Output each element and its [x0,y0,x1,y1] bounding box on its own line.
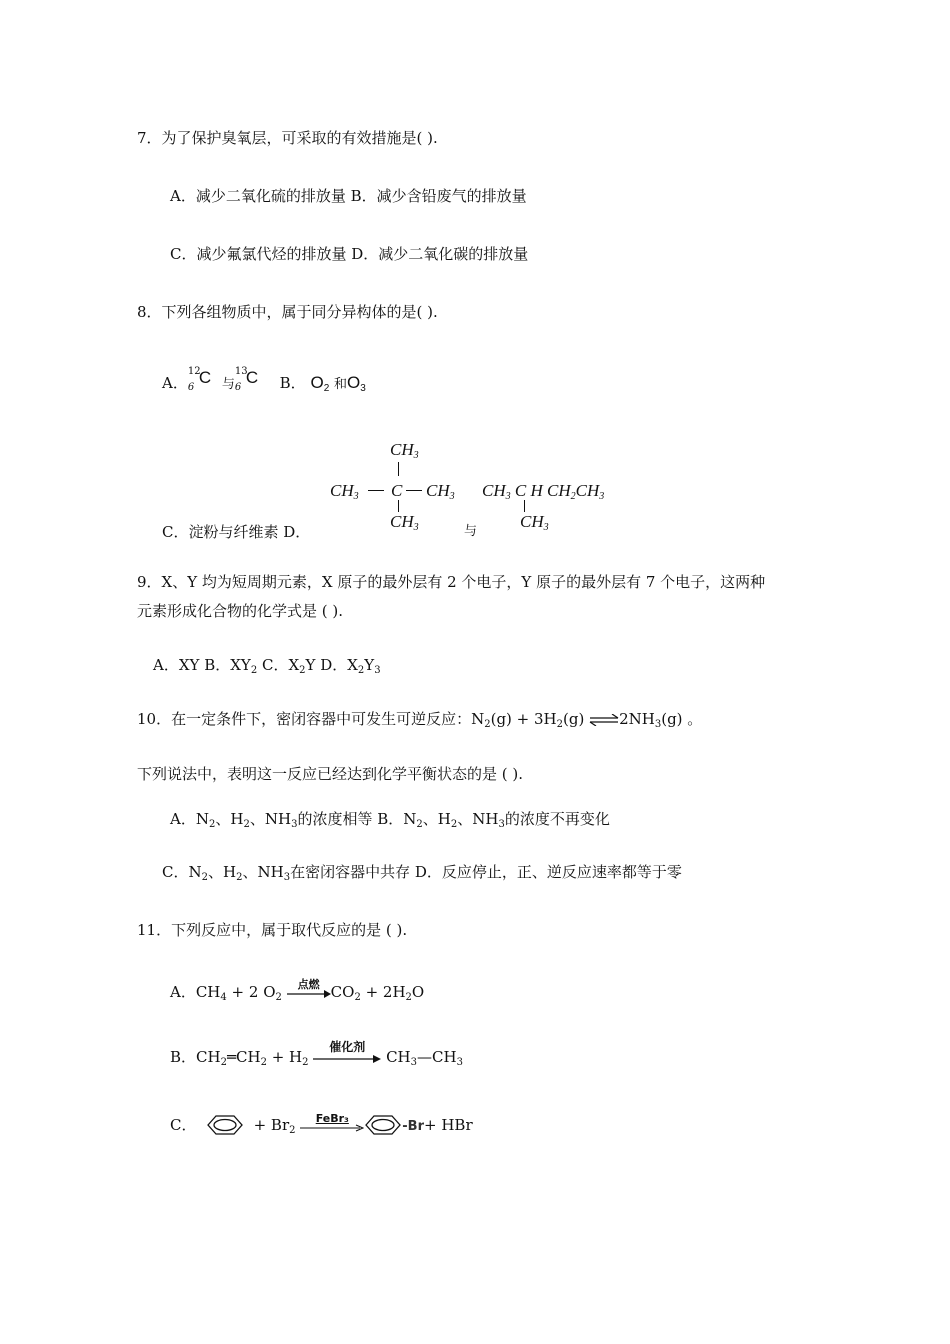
equilibrium-arrow-icon [589,714,619,726]
carbon-12-isotope: 12 6 C [187,366,212,393]
reaction-arrow-icon: 点燃 [287,989,331,999]
carbon-13-isotope: 13 6 C [234,366,259,393]
m1-left-ch3: $CH_3$ [330,481,359,502]
q8-stem: 8．下列各组物质中，属于同分异构体的是( ). [137,303,438,321]
q11-option-a: A．$CH_4 + 2$ $O_2$ 点燃 $CO_2 + 2H_2O$ [170,978,425,1003]
q8-with-2: 与 [464,524,478,539]
q8-options-cd-label: C．淀粉与纤维素 D． [162,523,311,541]
q7-options-ab: A．减少二氧化硫的排放量 B．减少含铅废气的排放量 [170,187,527,205]
m1-left-bond [368,490,384,491]
m2-branch-ch3: $CH_3$ [520,512,549,533]
bromobenzene-ring-icon [364,1115,402,1135]
q10-stem: 10．在一定条件下，密闭容器中可发生可逆反应：$N_2(g) + 3H_2(g)$ $2NH_3(g)$ 。 [137,710,703,730]
q9-stem-line1: 9．X、Y 均为短周期元素，X 原子的最外层有 2 个电子，Y 原子的最外层有 7 个电子，这两种 [137,573,766,591]
q8-option-b-label: B． [279,374,306,392]
m1-top-ch3: $CH_3$ [390,440,419,461]
q8-options-ab [162,366,366,399]
ozone-molecule: $O_3$ [347,373,366,394]
m2-branch-bond [524,500,525,512]
q7-stem: 7．为了保护臭氧层，可采取的有效措施是( ). [137,129,438,147]
m2-chain: $CH_3$ C H $CH_2CH_3$ [482,481,605,502]
benzene-ring-icon [206,1115,244,1135]
oxygen-molecule: $O_2$ [310,373,330,394]
q8-and: 和 [334,377,348,392]
q9-stem-line2: 元素形成化合物的化学式是 ( ). [137,602,344,620]
q9-options: A．XY B．$XY_2$ C．$X_2Y$ D．$X_2Y_3$ [153,656,381,676]
q11-stem: 11．下列反应中，属于取代反应的是 ( ). [137,921,408,939]
m1-bottom-ch3: $CH_3$ [390,512,419,533]
q7-options-cd: C．减少氟氯代烃的排放量 D．减少二氧化碳的排放量 [170,245,529,263]
m1-top-bond [398,462,399,476]
reaction-arrow-icon: FeBr₃ [300,1122,364,1132]
q10-options-cd: C．$N_2$、$H_2$、$NH_3$在密闭容器中共存 D．反应停止，正、逆反应速率都等于零 [162,863,682,883]
q10-options-ab: A．$N_2$、$H_2$、$NH_3$的浓度相等 B．$N_2$、$H_2$、$NH_3$的浓度不再变化 [170,810,610,830]
m1-bottom-bond [398,500,399,512]
q10-question: 下列说法中，表明这一反应已经达到化学平衡状态的是 ( ). [137,765,524,783]
q11-option-c: C． + $Br_2$ FeBr₃ -Br+ HBr [170,1112,473,1136]
m1-right-bond [406,490,422,491]
q11-option-b: B．$CH_2═CH_2 + H_2$ 催化剂 $CH_3—CH_3$ [170,1040,463,1068]
reaction-arrow-icon: 催化剂 [313,1054,381,1064]
m1-center-c: C [391,481,403,500]
q8-with-1: 与 [221,377,235,392]
q8-option-a-label: A． [162,374,188,392]
m1-right-ch3: $CH_3$ [426,481,455,502]
